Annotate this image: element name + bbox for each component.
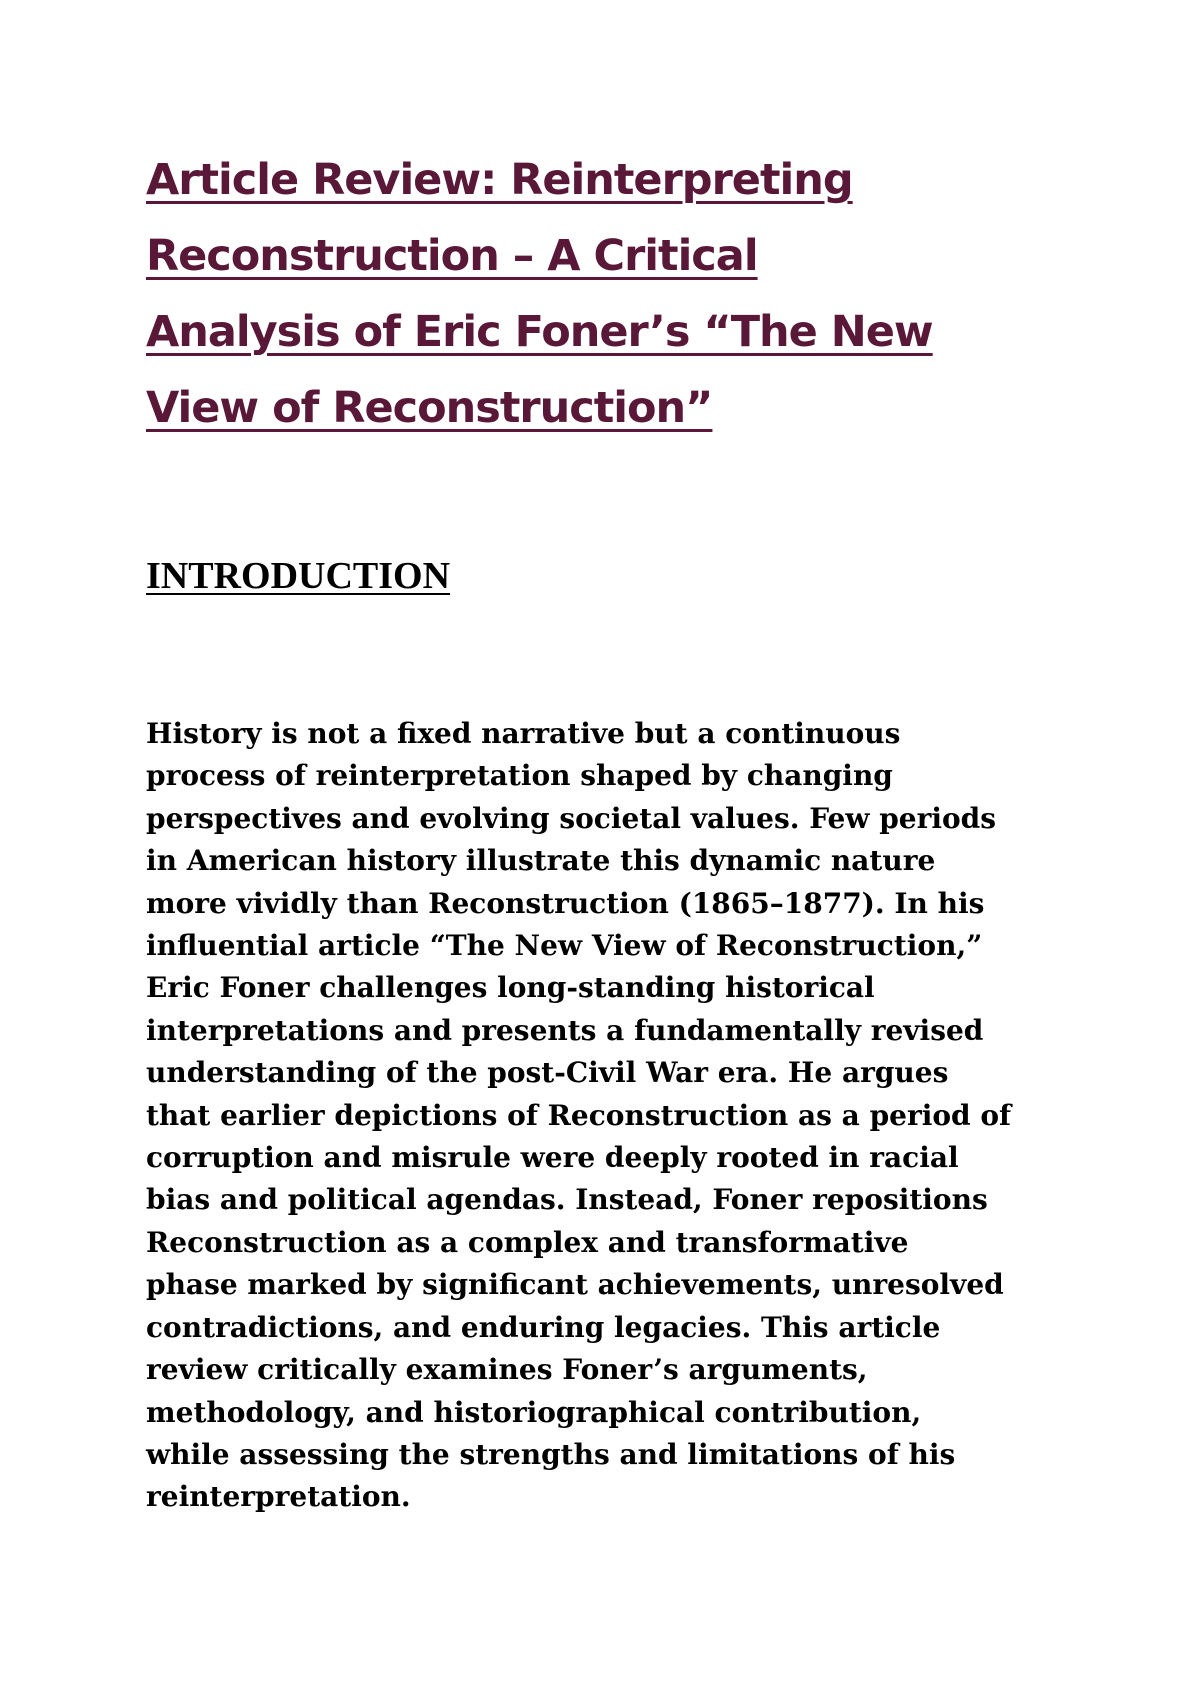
title-line: View of Reconstruction” [146,383,713,433]
paragraph-line: History is not a fixed narrative but a continuous [146,717,901,750]
paragraph-line: bias and political agendas. Instead, Foner repositions [146,1183,988,1217]
paragraph-line: Reconstruction as a complex and transformative [146,1225,909,1259]
paragraph-line: Eric Foner challenges long-standing historical [146,971,875,1005]
paragraph-line: understanding of the post-Civil War era. He argues [146,1056,949,1090]
paragraph-line: more vividly than Reconstruction (1865–1877). In his [146,886,985,920]
title-line: Article Review: Reinterpreting [146,155,853,205]
document-title [146,142,1076,446]
paragraph-line: perspectives and evolving societal values. Few periods [146,801,997,835]
paragraph-line: corruption and misrule were deeply rooted in racial [146,1141,959,1175]
paragraph-line: review critically examines Foner’s arguments, [146,1353,868,1387]
paragraph-line: methodology, and historiographical contribution, [146,1395,922,1429]
paragraph-line: in American history illustrate this dynamic nature [146,844,936,878]
paragraph-line: process of reinterpretation shaped by changing [146,759,893,793]
title-line: Analysis of Eric Foner’s “The New [146,307,933,357]
paragraph-line: while assessing the strengths and limitations of his [146,1437,956,1471]
title-line: Reconstruction – A Critical [146,231,758,281]
paragraph-line: phase marked by significant achievements, unresolved [146,1268,1004,1302]
paragraph-line: interpretations and presents a fundamentally revised [146,1013,984,1047]
introduction-paragraph [146,713,1066,1519]
section-heading-introduction: INTRODUCTION [146,555,451,597]
paragraph-line: reinterpretation. [146,1480,411,1514]
paragraph-line: contradictions, and enduring legacies. This article [146,1310,941,1344]
paragraph-line: influential article “The New View of Reconstruction,” [146,929,983,963]
paragraph-line: that earlier depictions of Reconstruction as a period of [146,1098,1012,1132]
